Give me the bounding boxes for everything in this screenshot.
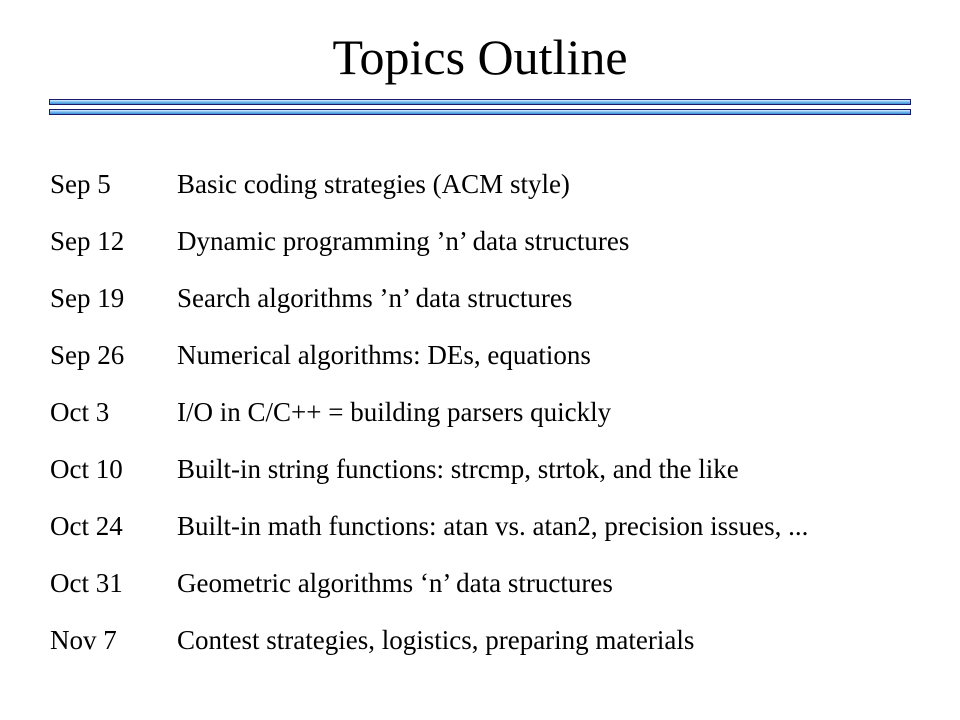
schedule-row	[50, 555, 930, 612]
schedule-topic: Basic coding strategies (ACM style)	[177, 169, 570, 199]
schedule-topic: Contest strategies, logistics, preparing materials	[177, 625, 695, 655]
schedule-row	[50, 270, 930, 327]
schedule-date: Sep 19	[50, 283, 125, 313]
schedule-date: Oct 10	[50, 454, 123, 484]
schedule-topic: Geometric algorithms ‘n’ data structures	[177, 568, 613, 598]
schedule-row	[50, 384, 930, 441]
schedule-list	[50, 156, 930, 669]
schedule-topic: Built-in math functions: atan vs. atan2, precision issues, ...	[177, 511, 809, 541]
schedule-topic: Search algorithms ’n’ data structures	[177, 283, 573, 313]
schedule-date: Sep 12	[50, 226, 125, 256]
schedule-topic: Numerical algorithms: DEs, equations	[177, 340, 591, 370]
title-divider-bottom	[49, 109, 911, 115]
schedule-topic: Built-in string functions: strcmp, strtok, and the like	[177, 454, 739, 484]
schedule-date: Oct 24	[50, 511, 123, 541]
schedule-row	[50, 441, 930, 498]
schedule-topic: I/O in C/C++ = building parsers quickly	[177, 397, 612, 427]
schedule-topic: Dynamic programming ’n’ data structures	[177, 226, 630, 256]
schedule-row	[50, 156, 930, 213]
schedule-date: Sep 5	[50, 169, 111, 199]
schedule-row	[50, 498, 930, 555]
schedule-date: Sep 26	[50, 340, 125, 370]
slide-title: Topics Outline	[332, 29, 628, 85]
schedule-date: Oct 3	[50, 397, 110, 427]
schedule-row	[50, 327, 930, 384]
schedule-row	[50, 612, 930, 669]
schedule-date: Nov 7	[50, 625, 117, 655]
title-divider-top	[49, 99, 911, 105]
schedule-row	[50, 213, 930, 270]
schedule-date: Oct 31	[50, 568, 123, 598]
